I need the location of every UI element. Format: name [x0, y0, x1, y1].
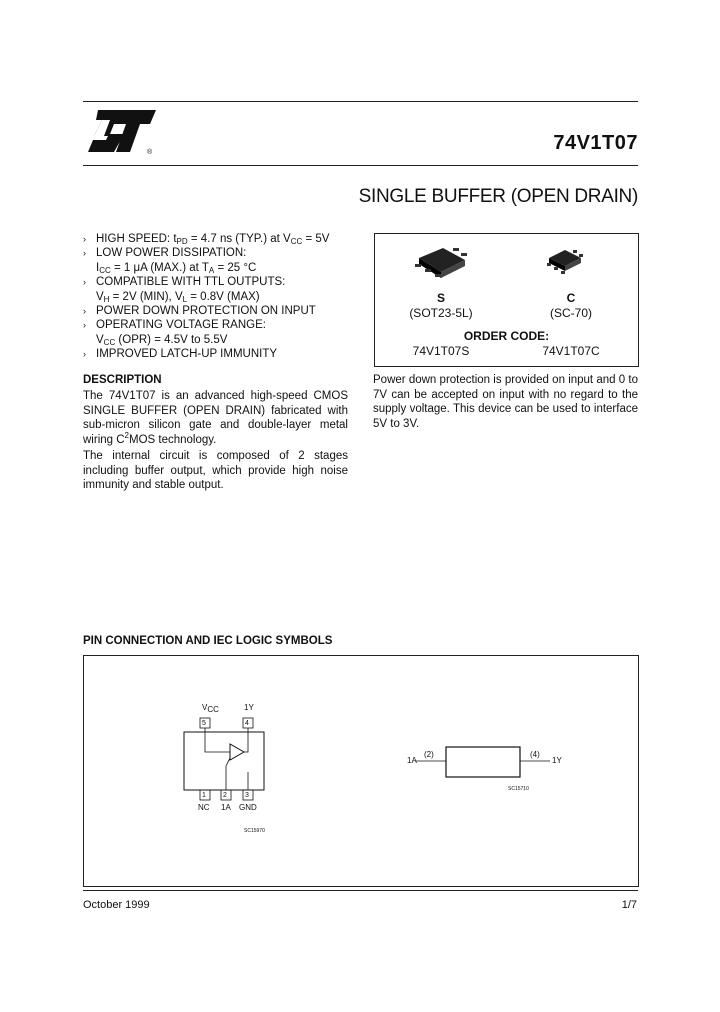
description-heading: DESCRIPTION — [83, 374, 162, 386]
footer-page: 1/7 — [621, 899, 637, 911]
pin-2-number: 2 — [223, 792, 227, 799]
feature-list — [83, 232, 358, 362]
feature-high-speed: › HIGH SPEED: $t_{PD} = 4.7$ ns (TYP.) at $V_{CC} = 5V$ — [83, 232, 358, 246]
package-c-letter: C — [566, 291, 576, 305]
part-number: 74V1T07 — [553, 132, 638, 154]
header-rule — [83, 165, 638, 166]
sot23-package-image — [413, 244, 471, 284]
svg-text:®: ® — [147, 149, 153, 156]
iec-logic-symbol — [414, 741, 564, 781]
description-paragraph-2: The internal circuit is composed of 2 stages including buffer output, which provide high noise immunity and stable output. — [83, 450, 348, 492]
description-paragraph-3: Power down protection is provided on input and 0 to 7V can be accepted on input with no regard to the supply voltage. This device can be used to interface 5V to 3V. — [373, 374, 638, 430]
feature-voltage-range: › OPERATING VOLTAGE RANGE: — [83, 318, 358, 332]
feature-ttl: › COMPATIBLE WITH TTL OUTPUTS: — [83, 275, 358, 289]
pin-3-number: 3 — [245, 792, 249, 799]
package-s-letter: S — [436, 291, 445, 305]
order-code-c: 74V1T07C — [542, 344, 600, 358]
pin-4-number: 4 — [245, 720, 249, 727]
pin-connection-diagram — [174, 696, 294, 816]
iec-output-pin: (4) — [530, 750, 540, 759]
footer-date: October 1999 — [83, 899, 150, 911]
iec-input-pin: (2) — [424, 750, 434, 759]
pin-1-label: NC — [198, 803, 210, 812]
st-logo — [84, 108, 159, 156]
pin-section-heading: PIN CONNECTION AND IEC LOGIC SYMBOLS — [83, 635, 333, 647]
pin-5-number: 5 — [202, 720, 206, 727]
feature-low-power: › LOW POWER DISSIPATION: — [83, 246, 358, 260]
iec-symbol-code: SC15710 — [508, 786, 529, 792]
order-code-s: 74V1T07S — [412, 344, 470, 358]
feature-icc: $I_{CC} = 1$ μA (MAX.) at $T_A = 25$ °C — [96, 261, 257, 275]
top-rule — [83, 101, 638, 102]
iec-output-label: 1Y — [552, 756, 562, 765]
pin-5-label: $V_{CC}$ — [202, 703, 219, 714]
package-c-name: (SC-70) — [549, 306, 592, 320]
document-title: SINGLE BUFFER (OPEN DRAIN) — [358, 186, 638, 207]
footer-rule — [83, 890, 638, 891]
feature-vh-vl: $V_H = 2V$ (MIN), $V_L = 0.8V$ (MAX) — [96, 290, 260, 304]
pin-diagram-code: SC15970 — [244, 828, 265, 834]
package-box — [374, 233, 639, 367]
order-code-label: ORDER CODE: — [463, 329, 550, 343]
feature-latch-up: › IMPROVED LATCH-UP IMMUNITY — [83, 347, 358, 361]
sc70-package-image — [545, 246, 585, 278]
description-paragraph-1: The 74V1T07 is an advanced high-speed CMOS SINGLE BUFFER (OPEN DRAIN) fabricated with sub-micron silicon gate and double-layer metal wiring $C^2MOS$ technology. — [83, 390, 348, 446]
pin-1-number: 1 — [202, 792, 206, 799]
pin-2-label: 1A — [221, 803, 231, 812]
pin-diagram-box — [83, 655, 639, 887]
feature-vcc-opr: $V_{CC}$ (OPR) = 4.5V to 5.5V — [96, 333, 228, 347]
feature-power-down: › POWER DOWN PROTECTION ON INPUT — [83, 304, 358, 318]
iec-input-label: 1A — [407, 756, 417, 765]
pin-4-label: 1Y — [244, 703, 254, 712]
pin-3-label: GND — [239, 803, 257, 812]
package-s-name: (SOT23-5L) — [409, 306, 473, 320]
